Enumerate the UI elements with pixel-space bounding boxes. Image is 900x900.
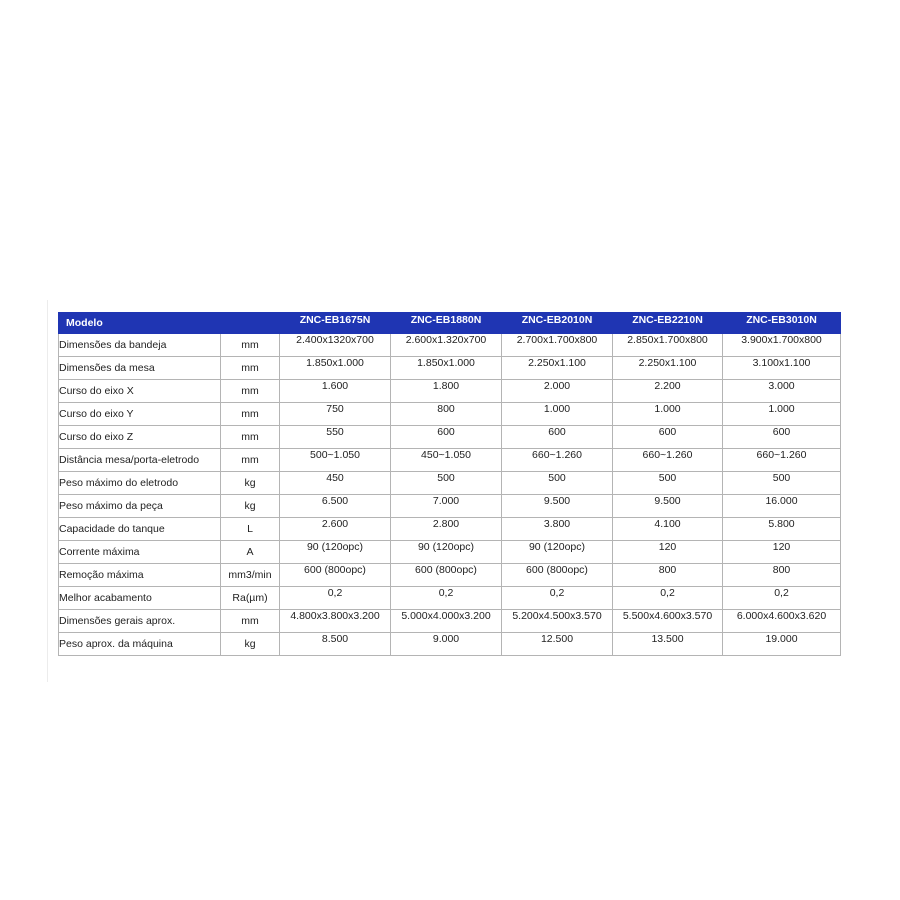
row-value: 120 xyxy=(613,541,723,564)
row-value: 0,2 xyxy=(723,587,841,610)
header-model: ZNC-EB2010N xyxy=(502,313,613,334)
row-value: 600 (800opc) xyxy=(502,564,613,587)
row-value: 2.400x1320x700 xyxy=(280,334,391,357)
table-row xyxy=(59,357,841,380)
row-value: 500 xyxy=(391,472,502,495)
row-value: 2.000 xyxy=(502,380,613,403)
row-parameter: Curso do eixo X xyxy=(59,380,221,403)
row-parameter: Melhor acabamento xyxy=(59,587,221,610)
row-parameter: Remoção máxima xyxy=(59,564,221,587)
row-unit: Ra(µm) xyxy=(221,587,280,610)
table-row xyxy=(59,564,841,587)
table-row xyxy=(59,587,841,610)
row-unit: kg xyxy=(221,633,280,656)
spec-table-header xyxy=(59,313,841,334)
row-parameter: Distância mesa/porta-eletrodo xyxy=(59,449,221,472)
row-value: 16.000 xyxy=(723,495,841,518)
header-model: ZNC-EB1675N xyxy=(280,313,391,334)
row-parameter: Dimensões gerais aprox. xyxy=(59,610,221,633)
row-value: 600 xyxy=(502,426,613,449)
row-value: 5.000x4.000x3.200 xyxy=(391,610,502,633)
row-value: 0,2 xyxy=(391,587,502,610)
row-value: 1.000 xyxy=(502,403,613,426)
row-value: 1.000 xyxy=(613,403,723,426)
table-row xyxy=(59,610,841,633)
row-unit: L xyxy=(221,518,280,541)
table-row xyxy=(59,334,841,357)
row-unit: kg xyxy=(221,495,280,518)
row-value: 3.800 xyxy=(502,518,613,541)
row-value: 2.700x1.700x800 xyxy=(502,334,613,357)
row-parameter: Corrente máxima xyxy=(59,541,221,564)
row-unit: mm xyxy=(221,426,280,449)
row-parameter: Curso do eixo Y xyxy=(59,403,221,426)
row-unit: mm xyxy=(221,403,280,426)
row-value: 5.200x4.500x3.570 xyxy=(502,610,613,633)
row-value: 4.800x3.800x3.200 xyxy=(280,610,391,633)
row-parameter: Capacidade do tanque xyxy=(59,518,221,541)
table-row xyxy=(59,426,841,449)
table-row xyxy=(59,495,841,518)
row-value: 600 xyxy=(613,426,723,449)
row-value: 450~1.050 xyxy=(391,449,502,472)
row-value: 3.100x1.100 xyxy=(723,357,841,380)
row-value: 660~1.260 xyxy=(502,449,613,472)
row-value: 660~1.260 xyxy=(613,449,723,472)
row-value: 1.800 xyxy=(391,380,502,403)
header-row xyxy=(59,313,841,334)
header-unit xyxy=(221,313,280,334)
row-value: 90 (120opc) xyxy=(502,541,613,564)
row-value: 9.500 xyxy=(502,495,613,518)
row-value: 2.600 xyxy=(280,518,391,541)
row-value: 9.500 xyxy=(613,495,723,518)
row-value: 19.000 xyxy=(723,633,841,656)
row-parameter: Curso do eixo Z xyxy=(59,426,221,449)
row-parameter: Peso máximo do eletrodo xyxy=(59,472,221,495)
left-divider-line xyxy=(47,300,48,682)
row-value: 12.500 xyxy=(502,633,613,656)
row-value: 600 (800opc) xyxy=(280,564,391,587)
row-value: 3.000 xyxy=(723,380,841,403)
row-value: 2.850x1.700x800 xyxy=(613,334,723,357)
row-value: 0,2 xyxy=(280,587,391,610)
row-unit: mm xyxy=(221,449,280,472)
row-unit: A xyxy=(221,541,280,564)
row-value: 600 (800opc) xyxy=(391,564,502,587)
row-value: 800 xyxy=(613,564,723,587)
row-unit: kg xyxy=(221,472,280,495)
row-value: 6.500 xyxy=(280,495,391,518)
row-parameter: Dimensões da bandeja xyxy=(59,334,221,357)
row-value: 500 xyxy=(723,472,841,495)
header-model: ZNC-EB1880N xyxy=(391,313,502,334)
header-model: ZNC-EB3010N xyxy=(723,313,841,334)
row-unit: mm xyxy=(221,380,280,403)
row-value: 500 xyxy=(613,472,723,495)
row-value: 550 xyxy=(280,426,391,449)
row-parameter: Dimensões da mesa xyxy=(59,357,221,380)
row-value: 120 xyxy=(723,541,841,564)
row-value: 750 xyxy=(280,403,391,426)
header-label: Modelo xyxy=(59,313,221,334)
row-value: 90 (120opc) xyxy=(391,541,502,564)
row-value: 800 xyxy=(723,564,841,587)
row-unit: mm xyxy=(221,334,280,357)
row-unit: mm3/min xyxy=(221,564,280,587)
row-value: 660~1.260 xyxy=(723,449,841,472)
row-value: 5.500x4.600x3.570 xyxy=(613,610,723,633)
row-value: 90 (120opc) xyxy=(280,541,391,564)
row-value: 2.250x1.100 xyxy=(502,357,613,380)
row-value: 1.600 xyxy=(280,380,391,403)
row-value: 500~1.050 xyxy=(280,449,391,472)
table-row xyxy=(59,403,841,426)
spec-table-body xyxy=(59,334,841,656)
table-row xyxy=(59,518,841,541)
row-value: 2.600x1.320x700 xyxy=(391,334,502,357)
row-value: 6.000x4.600x3.620 xyxy=(723,610,841,633)
row-value: 8.500 xyxy=(280,633,391,656)
row-value: 0,2 xyxy=(502,587,613,610)
row-value: 2.200 xyxy=(613,380,723,403)
row-value: 450 xyxy=(280,472,391,495)
row-unit: mm xyxy=(221,357,280,380)
row-value: 4.100 xyxy=(613,518,723,541)
row-value: 2.800 xyxy=(391,518,502,541)
table-row xyxy=(59,472,841,495)
row-value: 600 xyxy=(723,426,841,449)
row-value: 9.000 xyxy=(391,633,502,656)
row-value: 2.250x1.100 xyxy=(613,357,723,380)
row-value: 7.000 xyxy=(391,495,502,518)
row-value: 800 xyxy=(391,403,502,426)
table-row xyxy=(59,380,841,403)
row-value: 1.850x1.000 xyxy=(280,357,391,380)
row-value: 5.800 xyxy=(723,518,841,541)
row-unit: mm xyxy=(221,610,280,633)
row-value: 600 xyxy=(391,426,502,449)
row-value: 1.850x1.000 xyxy=(391,357,502,380)
table-row xyxy=(59,633,841,656)
header-model: ZNC-EB2210N xyxy=(613,313,723,334)
row-value: 1.000 xyxy=(723,403,841,426)
row-parameter: Peso aprox. da máquina xyxy=(59,633,221,656)
spec-table xyxy=(58,312,841,656)
row-value: 0,2 xyxy=(613,587,723,610)
table-row xyxy=(59,449,841,472)
row-parameter: Peso máximo da peça xyxy=(59,495,221,518)
table-row xyxy=(59,541,841,564)
row-value: 3.900x1.700x800 xyxy=(723,334,841,357)
row-value: 13.500 xyxy=(613,633,723,656)
row-value: 500 xyxy=(502,472,613,495)
